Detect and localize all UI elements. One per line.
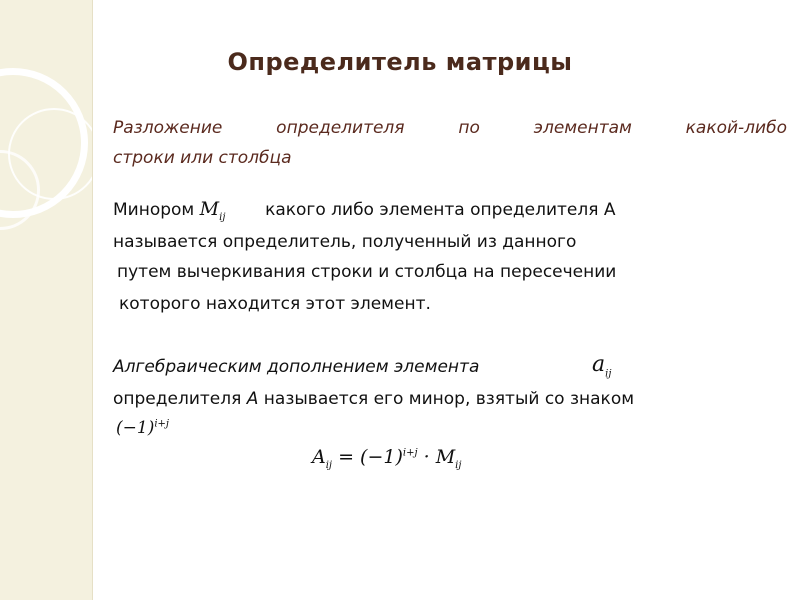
algebraic-complement-line-1: Алгебраическим дополнением элемента xyxy=(113,357,480,377)
element-symbol-subscript: ij xyxy=(605,368,612,380)
subtitle xyxy=(113,113,787,173)
subtitle-line-1 xyxy=(113,113,787,143)
minor-definition-line-4: которого находится этот элемент. xyxy=(119,294,431,314)
formula-equals: = xyxy=(332,446,361,468)
subtitle-line-2: строки или столбца xyxy=(113,148,292,168)
sign-base: (−1) xyxy=(116,418,155,438)
minor-lead-word: Минором xyxy=(113,200,195,220)
subtitle-word: по xyxy=(458,118,480,138)
sign-exponent: i+j xyxy=(154,418,170,430)
algebraic-complement-line-2 xyxy=(113,384,634,414)
element-symbol xyxy=(592,352,611,379)
alg-line2-rest: называется его минор, взятый со знаком xyxy=(258,389,635,409)
minor-definition-line-3: путем вычеркивания строки и столбца на пересечении xyxy=(117,262,617,282)
formula-dot: · xyxy=(417,446,436,468)
minor-definition-line-2: называется определитель, полученный из данного xyxy=(113,232,577,252)
formula-lhs-subscript: ij xyxy=(325,459,333,471)
decorative-side-strip xyxy=(0,0,93,600)
formula-rhs-subscript: ij xyxy=(455,459,462,471)
formula-lhs-base: A xyxy=(312,446,326,468)
subtitle-word: Разложение xyxy=(113,118,223,138)
matrix-name: A xyxy=(246,389,259,409)
alg-line2-prefix: определителя xyxy=(113,389,247,409)
minor-symbol-base: M xyxy=(199,198,220,220)
cofactor-formula xyxy=(312,446,461,471)
formula-sign-exponent: i+j xyxy=(402,447,418,459)
subtitle-word: элементам xyxy=(533,118,632,138)
formula-rhs-base: M xyxy=(435,446,456,468)
slide-title: Определитель матрицы xyxy=(227,48,573,76)
sign-expression xyxy=(116,418,169,438)
subtitle-word: определителя xyxy=(276,118,405,138)
minor-line1-rest: какого либо элемента определителя A xyxy=(265,200,616,220)
formula-sign-base: (−1) xyxy=(360,446,403,468)
subtitle-word: какой-либо xyxy=(685,118,787,138)
element-symbol-base: a xyxy=(592,352,606,377)
minor-symbol-subscript: ij xyxy=(219,211,226,223)
